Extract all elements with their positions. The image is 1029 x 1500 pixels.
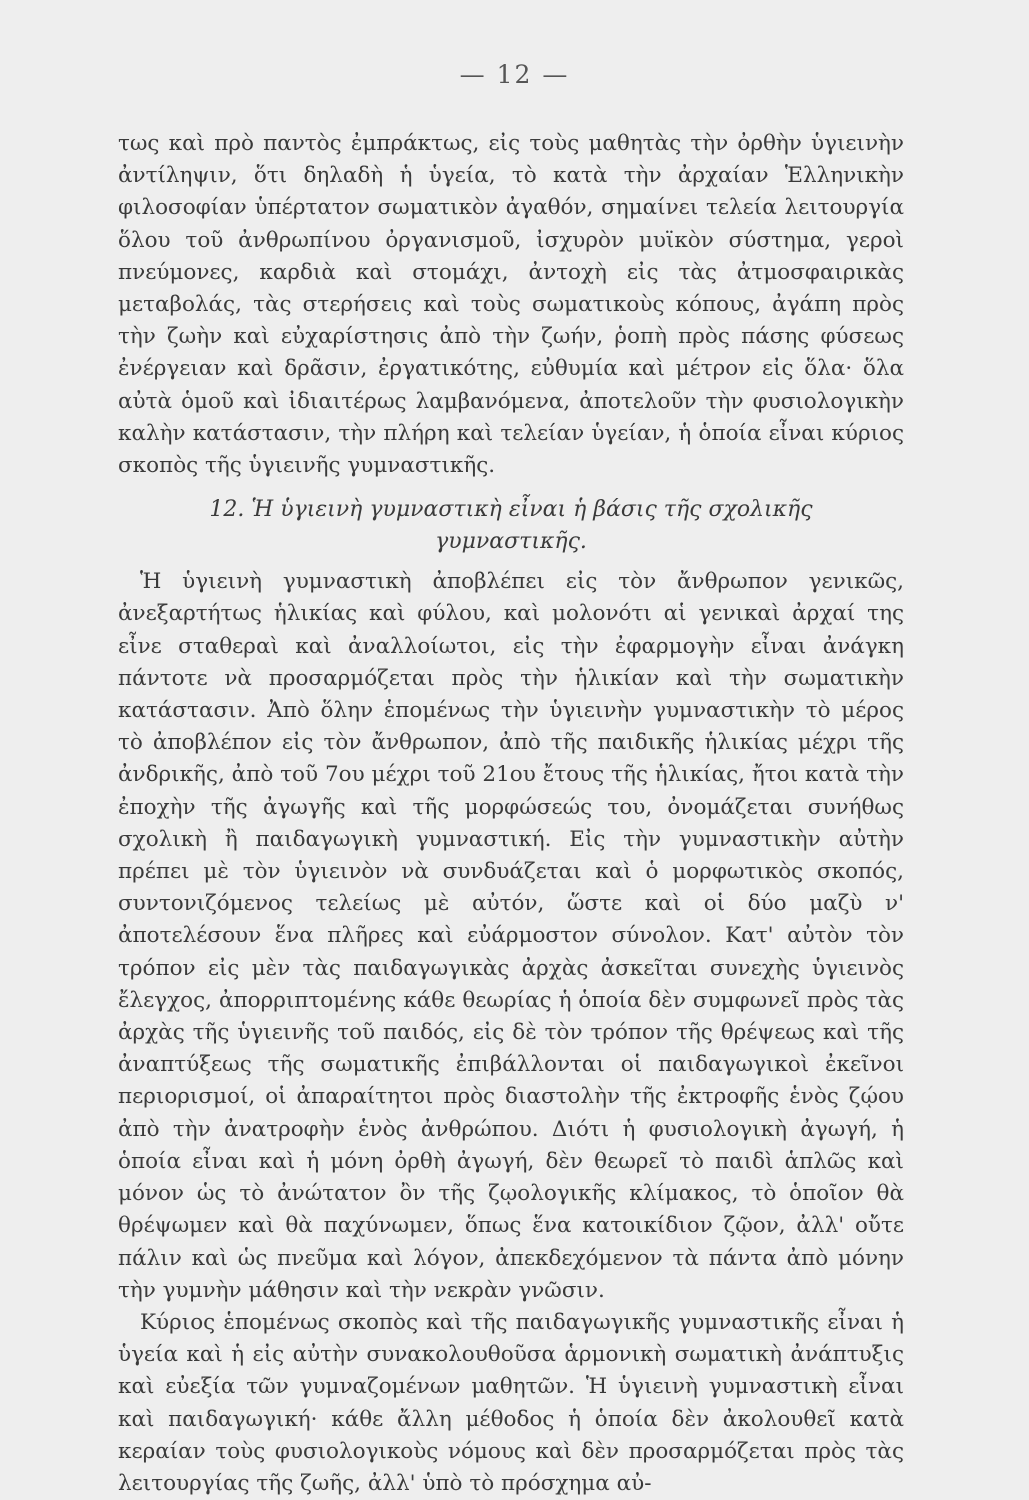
page-body [118,128,904,1500]
continued-paragraph: τως καὶ πρὸ παντὸς ἐμπράκτως, εἰς τοὺς μαθητὰς τὴν ὀρθὴν ὑγιεινὴν ἀντίληψιν, ὅτι δηλαδὴ ἡ ὑγεία, τὸ κατὰ τὴν ἀρχαίαν Ἑλληνικὴν φιλοσοφίαν ὑπέρτατον σωματικὸν ἀγαθόν, σημαίνει τελεία λειτουργία ὅλου τοῦ ἀνθρωπίνου ὀργανισμοῦ, ἰσχυρὸν μυϊκὸν σύστημα, γεροὶ πνεύμονες, καρδιὰ καὶ στομάχι, ἀντοχὴ εἰς τὰς ἀτμοσφαιρικὰς μεταβολάς, τὰς στερήσεις καὶ τοὺς σωματικοὺς κόπους, ἀγάπη πρὸς τὴν ζωὴν καὶ εὐχαρίστησις ἀπὸ τὴν ζωήν, ῥοπὴ πρὸς πάσης φύσεως ἐνέργειαν καὶ δρᾶσιν, ἐργατικότης, εὐθυμία καὶ μέτρον εἰς ὅλα· ὅλα αὐτὰ ὁμοῦ καὶ ἰδιαιτέρως λαμβανόμενα, ἀποτελοῦν τὴν φυσιολογικὴν καλὴν κατάστασιν, τὴν πλήρη καὶ τελείαν ὑγείαν, ἡ ὁποία εἶναι κύριος σκοπὸς τῆς ὑγιεινῆς γυμναστικῆς. [118,131,904,479]
page-number: — 12 — [459,60,570,89]
section-heading: 12. Ἡ ὑγιεινὴ γυμναστικὴ εἶναι ἡ βάσις τῆς σχολικῆς γυμναστικῆς. [209,497,813,555]
body-paragraph-1: Ἡ ὑγιεινὴ γυμναστικὴ ἀποβλέπει εἰς τὸν ἄνθρωπον γενικῶς, ἀνεξαρτήτως ἡλικίας καὶ φύλου, καὶ μολονότι αἱ γενικαὶ ἀρχαί της εἶνε σταθεραὶ καὶ ἀναλλοίωτοι, εἰς τὴν ἐφαρμογὴν εἶναι ἀνάγκη πάντοτε νὰ προσαρμόζεται πρὸς τὴν ἡλικίαν καὶ τὴν σωματικὴν κατάστασιν. Ἀπὸ ὅλην ἑπομένως τὴν ὑγιεινὴν γυμναστικὴν τὸ μέρος τὸ ἀποβλέπον εἰς τὸν ἄνθρωπον, ἀπὸ τῆς παιδικῆς ἡλικίας μέχρι τῆς ἀνδρικῆς, ἀπὸ τοῦ 7ου μέχρι τοῦ 21ου ἔτους τῆς ἡλικίας, ἤτοι κατὰ τὴν ἐποχὴν τῆς ἀγωγῆς καὶ τῆς μορφώσεώς του, ὀνομάζεται συνήθως σχολικὴ ἢ παιδαγωγικὴ γυμναστική. Εἰς τὴν γυμναστικὴν αὐτὴν πρέπει μὲ τὸν ὑγιεινὸν νὰ συνδυάζεται καὶ ὁ μορφωτικὸς σκοπός, συντονιζόμενος τελείως μὲ αὐτόν, ὥστε καὶ οἱ δύο μαζὺ ν' ἀποτελέσουν ἕνα πλῆρες καὶ εὐάρμοστον σύνολον. Κατ' αὐτὸν τὸν τρόπον εἰς μὲν τὰς παιδαγωγικὰς ἀρχὰς ἀσκεῖται συνεχὴς ὑγιεινὸς ἔλεγχος, ἀπορριπτομένης κάθε θεωρίας ἡ ὁποία δὲν συμφωνεῖ πρὸς τὰς ἀρχὰς τῆς ὑγιεινῆς τοῦ παιδός, εἰς δὲ τὸν τρόπον τῆς θρέψεως καὶ τῆς ἀναπτύξεως τῆς σωματικῆς ἐπιβάλλονται οἱ παιδαγωγικοὶ ἐκεῖνοι περιορισμοί, οἱ ἀπαραίτητοι πρὸς διαστολὴν τῆς ἐκτροφῆς ἑνὸς ζῴου ἀπὸ τὴν ἀνατροφὴν ἑνὸς ἀνθρώπου. Διότι ἡ φυσιολογικὴ ἀγωγή, ἡ ὁποία εἶναι καὶ ἡ μόνη ὀρθὴ ἀγωγή, δὲν θεωρεῖ τὸ παιδὶ ἁπλῶς καὶ μόνον ὡς τὸ ἀνώτατον ὂν τῆς ζῳολογικῆς κλίμακος, τὸ ὁποῖον θὰ θρέψωμεν καὶ θὰ παχύνωμεν, ὅπως ἕνα κατοικίδιον ζῷον, ἀλλ' οὔτε πάλιν καὶ ὡς πνεῦμα καὶ λόγον, ἀπεκδεχόμενον τὰ πάντα ἀπὸ μόνην τὴν γυμνὴν μάθησιν καὶ τὴν νεκρὰν γνῶσιν. [118,569,904,1303]
body-paragraph-2: Κύριος ἑπομένως σκοπὸς καὶ τῆς παιδαγωγικῆς γυμναστικῆς εἶναι ἡ ὑγεία καὶ ἡ εἰς αὐτὴν συνακολουθοῦσα ἁρμονικὴ σωματικὴ ἀνάπτυξις καὶ εὐεξία τῶν γυμναζομένων μαθητῶν. Ἡ ὑγιεινὴ γυμναστικὴ εἶναι καὶ παιδαγωγική· κάθε ἄλλη μέθοδος ἡ ὁποία δὲν ἀκολουθεῖ κατὰ κεραίαν τοὺς φυσιολογικοὺς νόμους καὶ δὲν προσαρμόζεται πρὸς τὰς λειτουργίας τῆς ζωῆς, ἀλλ' ὑπὸ τὸ πρόσχημα αὐ- [118,1309,904,1496]
